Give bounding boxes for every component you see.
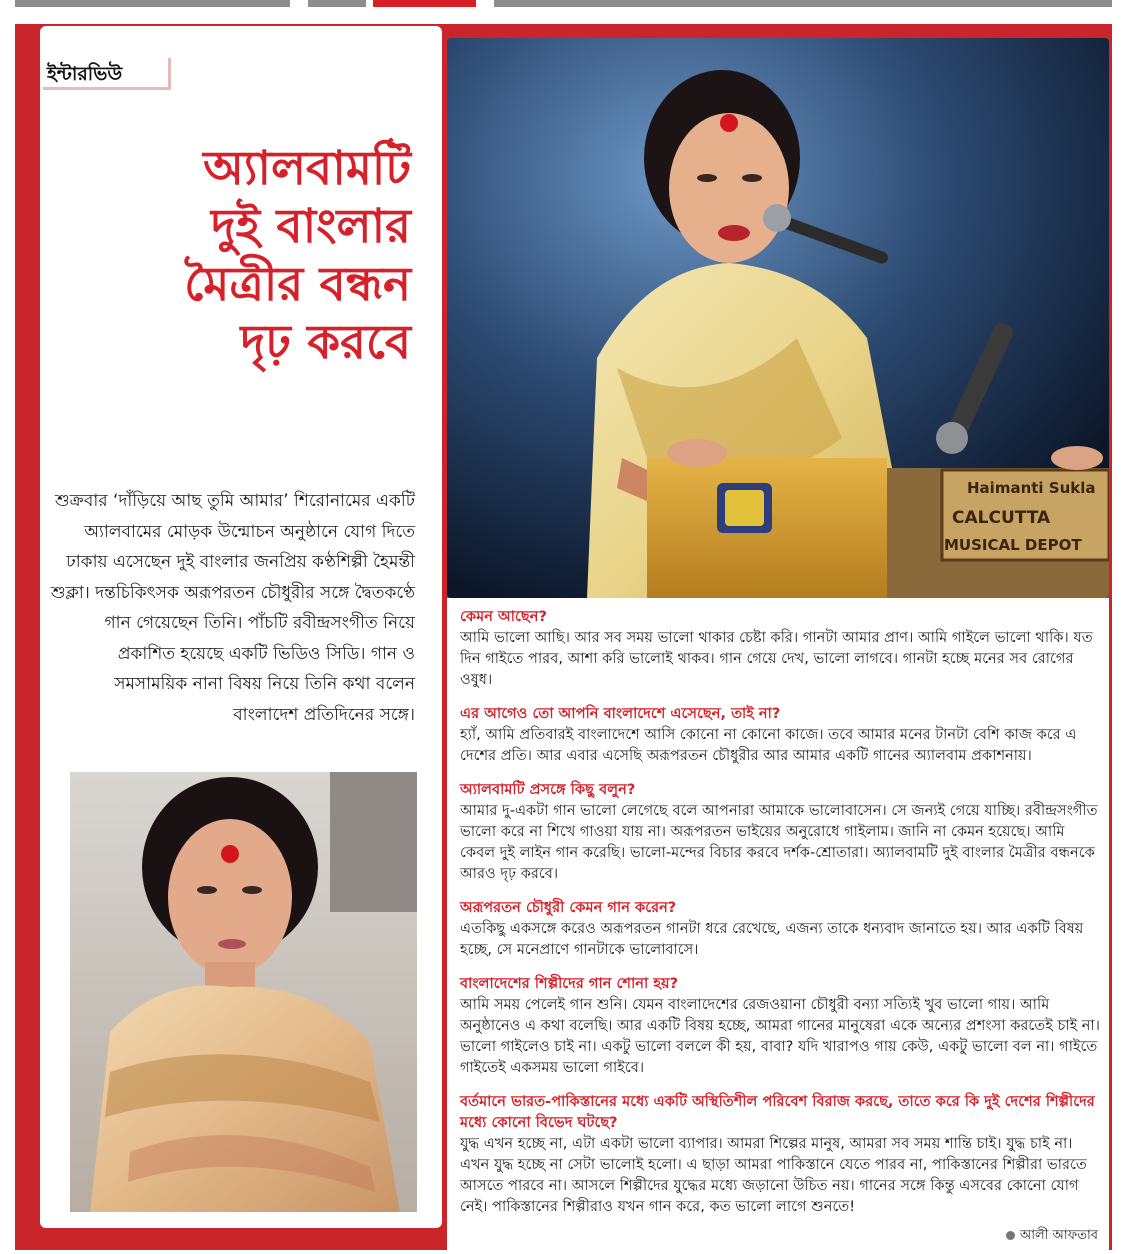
singer-portrait-illustration: [70, 772, 417, 1212]
top-rule-2: [308, 0, 366, 7]
section-tag: [43, 58, 171, 90]
singer-portrait-photo: [70, 772, 417, 1212]
qa-section: [460, 606, 1100, 1217]
headline-line: দুই বাংলার: [210, 199, 411, 254]
question: অ্যালবামটি প্রসঙ্গে কিছু বলুন?: [460, 781, 636, 798]
section-tag-label: ইন্টারভিউ: [47, 63, 123, 85]
byline: [1006, 1226, 1098, 1247]
question: কেমন আছেন?: [460, 608, 547, 625]
answer: আমি ভালো আছি। আর সব সময় ভালো থাকার চেষ্টা করি। গানটা আমার প্রাণ। আমি গাইলে ভালো থাকি। যত দিন গাইতে পারব, আশা করি ভালোই থাকব। গান গেয়ে দেখ, ভালো লাগবে। গানটা হচ্ছে মনের সব রোগের ওষুধ।: [460, 629, 1093, 688]
answer: আমি সময় পেলেই গান শুনি। যেমন বাংলাদেশের রেজওয়ানা চৌধুরী বন্যা সত্যিই খুব ভালো গায়। আমি অনুষ্ঠানেও এ কথা বলেছি। আর একটি বিষয় হচ্ছে, আমরা গানের মানুষেরা একে অন্যের প্রশংসা করতেই চাই না। ভালো গাইলেও চাই না। একটু ভালো বললে কী হয়, বাবা? যদি খারাপও গায় কেউ, একটু ভালো বল না। গাইতে গাইতেই একসময় ভালো গাইবে।: [460, 996, 1100, 1076]
question: বর্তমানে ভারত-পাকিস্তানের মধ্যে একটি অস্থিতিশীল পরিবেশ বিরাজ করছে, তাতে করে কি দুই দেশের শিল্পীদের মধ্যে কোনো বিভেদ ঘটছে?: [460, 1093, 1095, 1131]
answer: এতকিছু একসঙ্গে করেও অরূপরতন গানটা ধরে রেখেছে, এজন্য তাকে ধন্যবাদ জানাতে হয়। আর একটি বিষয় হচ্ছে, সে মনেপ্রাণে গানটাকে ভালোবাসে।: [460, 920, 1084, 958]
bullet-icon: [1006, 1231, 1015, 1240]
headline-line: অ্যালবামটি: [203, 141, 411, 196]
question: অরূপরতন চৌধুরী কেমন গান করেন?: [460, 899, 677, 916]
answer: যুদ্ধ এখন হচ্ছে না, এটা একটা ভালো ব্যাপার। আমরা শিল্পের মানুষ, আমরা সব সময় শান্তি চাই। যুদ্ধ চাই না। এখন যুদ্ধ হচ্ছে না সেটা ভালোই হলো। এ ছাড়া আমরা পাকিস্তানে যেতে পারব না, পাকিস্তানের শিল্পীরা ভারতে আসতে পারবে না। আসলে শিল্পীদের যুদ্ধের মধ্যে জড়ানো উচিত নয়। গানের সঙ্গে কিন্তু এসবের কোনো যোগ নেই। পাকিস্তানের শিল্পীরাও যখন গান করে, কত ভালো লাগে শুনতে!: [460, 1135, 1087, 1215]
headline-line: দৃঢ় করবে: [240, 315, 411, 370]
top-rule-3: [494, 0, 1112, 7]
top-rule-accent: [373, 0, 476, 7]
nameplate-text: Haimanti Sukla: [967, 479, 1096, 497]
question: এর আগেও তো আপনি বাংলাদেশে এসেছেন, তাই না?: [460, 705, 781, 722]
intro-paragraph: শুক্রবার ‘দাঁড়িয়ে আছ তুমি আমার’ শিরোনামের একটি অ্যালবামের মোড়ক উন্মোচন অনুষ্ঠানে যোগ দিতে ঢাকায় এসেছেন দুই বাংলার জনপ্রিয় কণ্ঠশিল্পী হৈমন্তী শুক্লা। দন্তচিকিৎসক অরূপরতন চৌধুরীর সঙ্গে দ্বৈতকণ্ঠে গান গেয়েছেন তিনি। পাঁচটি রবীন্দ্রসংগীত নিয়ে প্রকাশিত হয়েছে একটি ভিডিও সিডি। গান ও সমসাময়িক নানা বিষয় নিয়ে তিনি কথা বলেন বাংলাদেশ প্রতিদিনের সঙ্গে।: [50, 491, 415, 725]
singer-performing-photo: [447, 38, 1109, 598]
nameplate-text: MUSICAL DEPOT: [944, 536, 1082, 554]
headline-line: মৈত্রীর বন্ধন: [184, 257, 411, 312]
nameplate-text: CALCUTTA: [952, 508, 1051, 528]
singer-performing-illustration: [447, 38, 1109, 598]
answer: আমার দু-একটা গান ভালো লেগেছে বলে আপনারা আমাকে ভালোবাসেন। সে জন্যই গেয়ে যাচ্ছি। রবীন্দ্রসংগীত ভালো করে না শিখে গাওয়া যায় না। অরূপরতন ভাইয়ের অনুরোধে গাইলাম। জানি না কেমন হয়েছে। আমি কেবল দুই লাইন গান করেছি। ভালো-মন্দের বিচার করবে দর্শক-শ্রোতারা। অ্যালবামটি দুই বাংলার মৈত্রীর বন্ধনকে আরও দৃঢ় করবে।: [460, 802, 1098, 882]
byline-name: আলী আফতাব: [1019, 1228, 1098, 1243]
top-rule-1: [15, 0, 290, 7]
answer: হ্যাঁ, আমি প্রতিবারই বাংলাদেশে আসি কোনো না কোনো কাজে। তবে আমার মনের টানটা বেশি কাজ করে এ দেশের প্রতি। আর এবার এসেছি অরূপরতন চৌধুরীর আর আমার একটি গানের অ্যালবাম প্রকাশনায়।: [460, 726, 1077, 764]
headline: [81, 140, 411, 372]
question: বাংলাদেশের শিল্পীদের গান শোনা হয়?: [460, 975, 679, 992]
